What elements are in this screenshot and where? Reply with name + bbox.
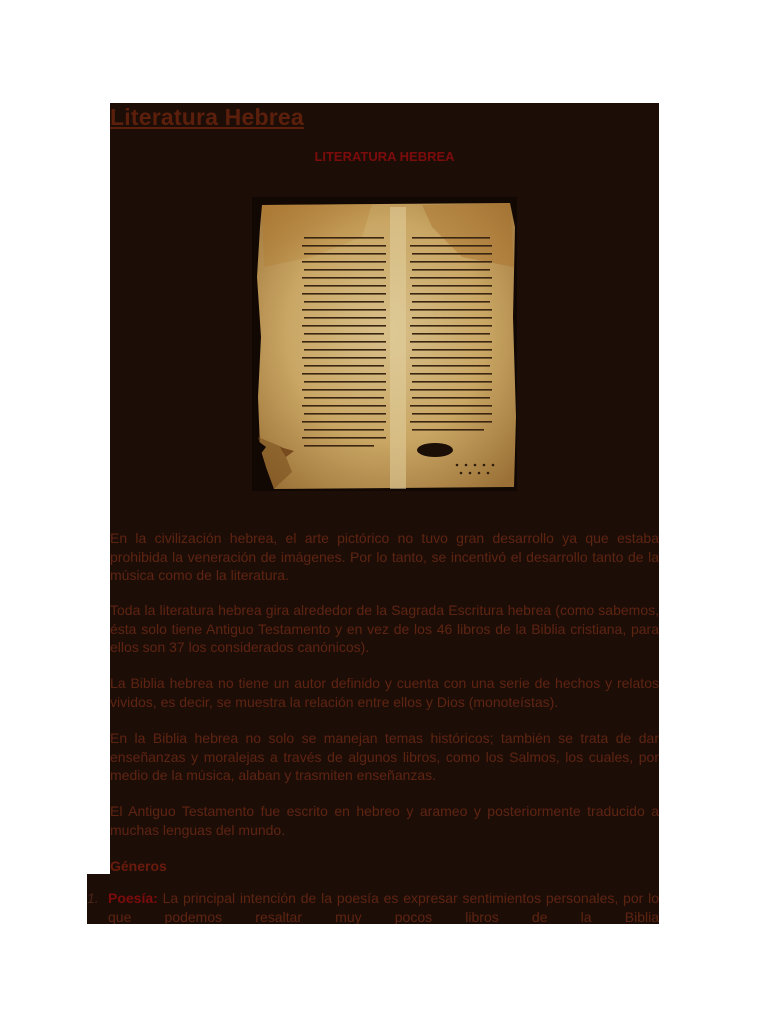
list-item-body — [108, 889, 659, 924]
section-heading-generos: Géneros — [110, 858, 167, 874]
page-heading: LITERATURA HEBREA — [314, 149, 455, 164]
list-item-text: La principal intención de la poesía es expresar sentimientos personales, por lo que podemos resaltar muy pocos libros de la Biblia — [108, 890, 659, 924]
hebrew-manuscript-image — [252, 197, 517, 491]
list-item-number: 1. — [87, 890, 99, 906]
paragraph-scripture: Toda la literatura hebrea gira alrededor de la Sagrada Escritura hebrea (como sabemos, ésta solo tiene Antiguo Testamento y en vez de los 46 libros de la Biblia cristiana, para ellos son 37 los considerados canónicos). — [110, 602, 659, 655]
document-title-link[interactable]: Literatura Hebrea — [110, 104, 304, 130]
list-item-term: Poesía: — [108, 890, 158, 906]
list-item — [87, 889, 659, 924]
paragraph-intro: En la civilización hebrea, el arte pictórico no tuvo gran desarrollo ya que estaba prohibida la veneración de imágenes. Por lo tanto, se incentivó el desarrollo tanto de la música como de la literatura. — [110, 530, 659, 583]
paragraph-teachings: En la Biblia hebrea no solo se manejan temas históricos; también se trata de dar enseñanzas y moralejas a través de algunos libros, como los Salmos, los cuales, por medio de la música, alaban y trasmiten enseñanzas. — [110, 730, 659, 783]
paragraph-languages: El Antiguo Testamento fue escrito en hebreo y arameo y posteriormente traducido a muchas lenguas del mundo. — [110, 803, 659, 838]
paragraph-author: La Biblia hebrea no tiene un autor definido y cuenta con una serie de hechos y relatos vividos, es decir, se muestra la relación entre ellos y Dios (monoteístas). — [110, 675, 659, 710]
